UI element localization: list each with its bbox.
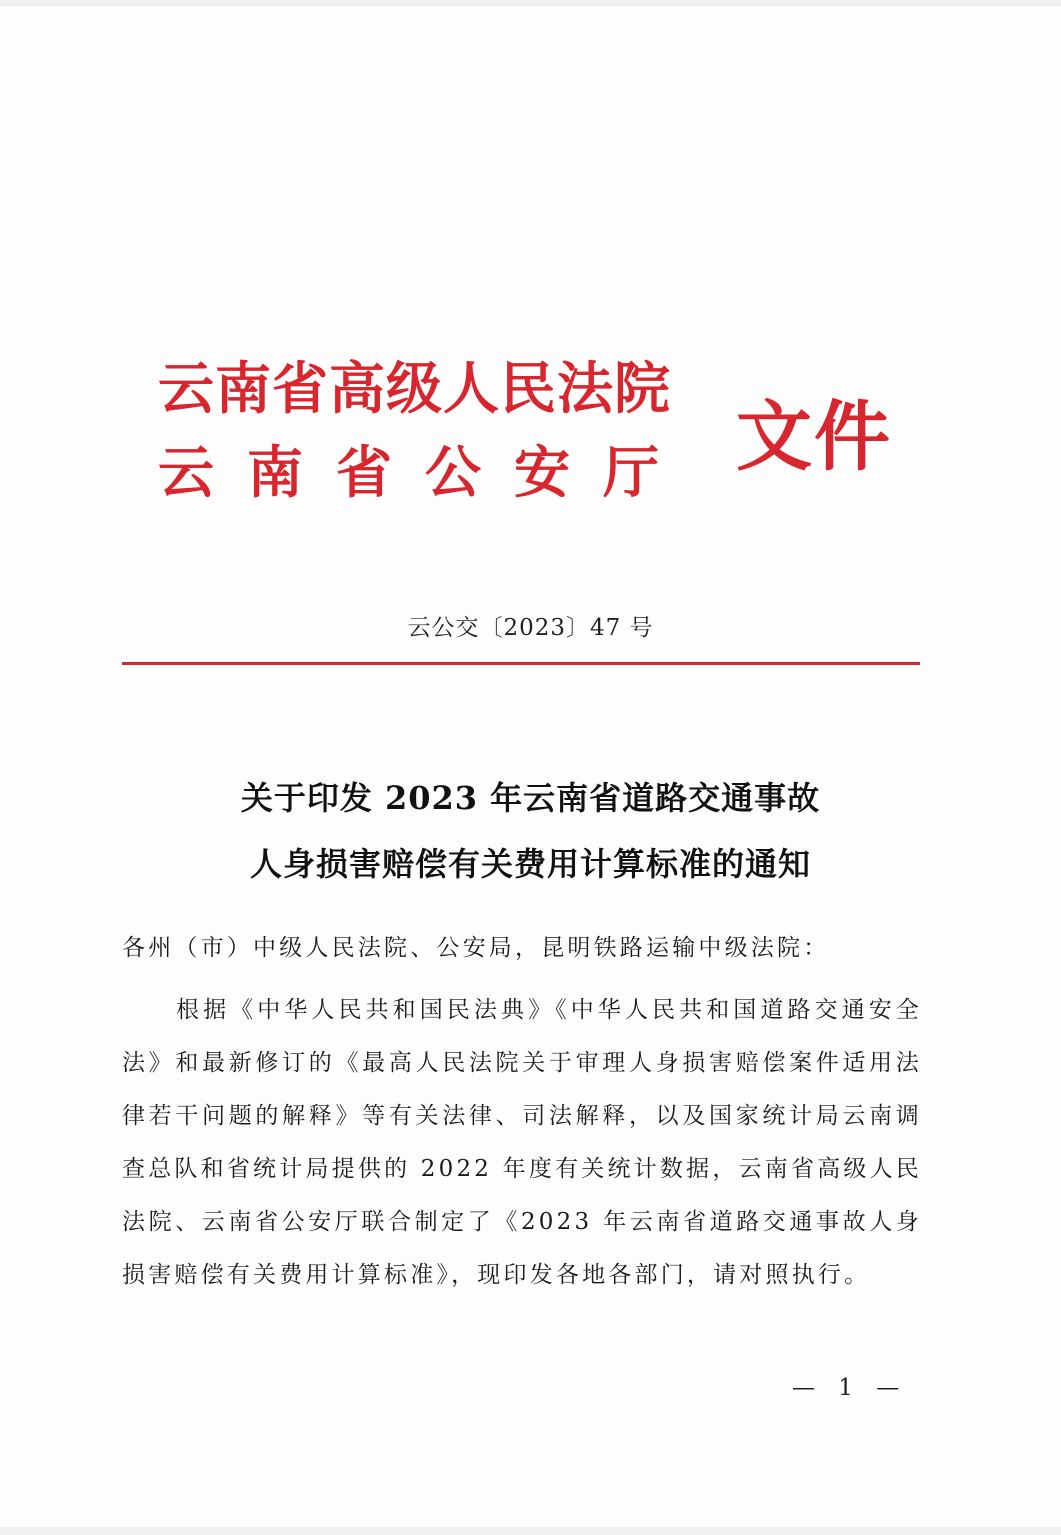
doc-type-label: 文件	[736, 392, 892, 481]
scan-top-edge	[0, 0, 1061, 6]
page-number: — 1 —	[792, 1375, 908, 1401]
salutation: 各州（市）中级人民法院、公安局，昆明铁路运输中级法院：	[122, 935, 830, 961]
scan-bottom-edge	[0, 1527, 1061, 1535]
body-paragraph: 根据《中华人民共和国民法典》《中华人民共和国道路交通安全法》和最新修订的《最高人民法院关于审理人身损害赔偿案件适用法律若干问题的解释》等有关法律、司法解释，以及国家统计局云南调查总队和省统计局提供的 2022 年度有关统计数据，云南省高级人民法院、云南省公安厅联合制定了《2023 年云南省道路交通事故人身损害赔偿有关费用计算标准》，现印发各地各部门，请对照执行。	[122, 997, 922, 1288]
document-number: 云公交〔2023〕47 号	[407, 615, 654, 641]
document-title-line-2: 人身损害赔偿有关费用计算标准的通知	[249, 845, 811, 883]
issuer-court: 云南省高级人民法院	[158, 357, 671, 422]
red-divider-line	[122, 662, 920, 665]
document-title-line-1: 关于印发 2023 年云南省道路交通事故	[240, 779, 821, 817]
issuer-police: 云南省公安厅	[158, 441, 692, 506]
red-letterhead	[158, 356, 918, 516]
